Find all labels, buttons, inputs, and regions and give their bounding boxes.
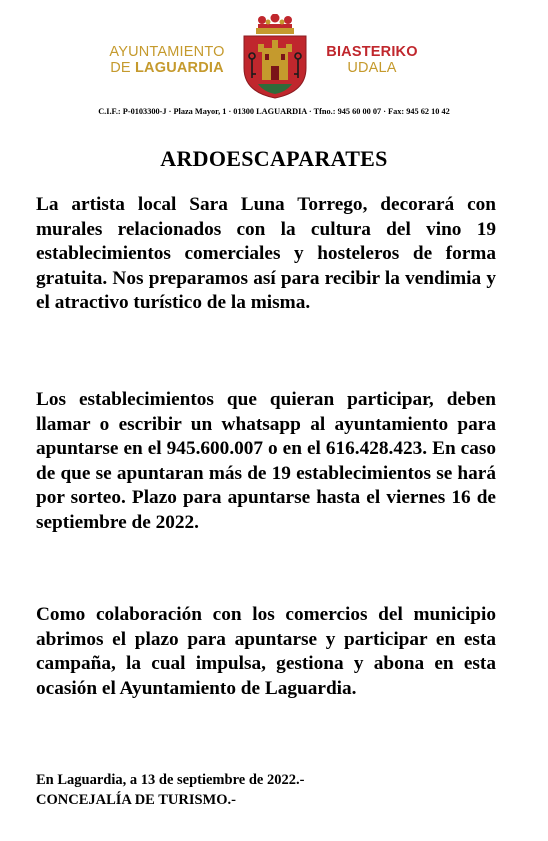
basque-name-line1: BIASTERIKO bbox=[326, 44, 418, 60]
sign-department: CONCEJALÍA DE TURISMO.- bbox=[36, 792, 236, 808]
coat-of-arms-icon bbox=[234, 14, 316, 100]
municipality-name-spanish bbox=[104, 44, 230, 76]
municipality-name-line2 bbox=[104, 60, 230, 76]
municipality-name-line1: AYUNTAMIENTO bbox=[109, 44, 225, 60]
basque-name-line2: UDALA bbox=[347, 60, 397, 76]
contact-line: C.I.F.: P-0103300-J · Plaza Mayor, 1 · 01300 LAGUARDIA · Tfno.: 945 60 00 07 · Fax: 945 62 10 42 bbox=[98, 107, 450, 116]
paragraph-intro: La artista local Sara Luna Torrego, decorará con murales relacionados con la cultura del vino 19 establecimientos comerciales y hosteleros de forma gratuita. Nos preparamos así para recibir la vendimia y el atractivo turístico de la misma. bbox=[36, 194, 496, 313]
municipality-name-prefix: DE bbox=[110, 60, 135, 76]
municipality-name-basque bbox=[320, 44, 424, 76]
paragraph-collaboration: Como colaboración con los comercios del municipio abrimos el plazo para apuntarse y participar en esta campaña, la cual impulsa, gestiona y abona en esta ocasión el Ayuntamiento de Laguardia. bbox=[36, 604, 496, 699]
letterhead bbox=[104, 14, 422, 98]
document-title: ARDOESCAPARATES bbox=[160, 146, 388, 171]
sign-place-date: En Laguardia, a 13 de septiembre de 2022.- bbox=[36, 772, 305, 788]
municipality-name-bold: LAGUARDIA bbox=[134, 60, 224, 76]
signature-block bbox=[36, 770, 496, 810]
paragraph-participation: Los establecimientos que quieran participar, deben llamar o escribir un whatsapp al ayuntamiento para apuntarse en el 945.600.007 o en el 616.428.423. En caso de que se apuntaran más de 19 establecimientos se hará por sorteo. Plazo para apuntarse hasta el viernes 16 de septiembre de 2022. bbox=[36, 389, 496, 533]
